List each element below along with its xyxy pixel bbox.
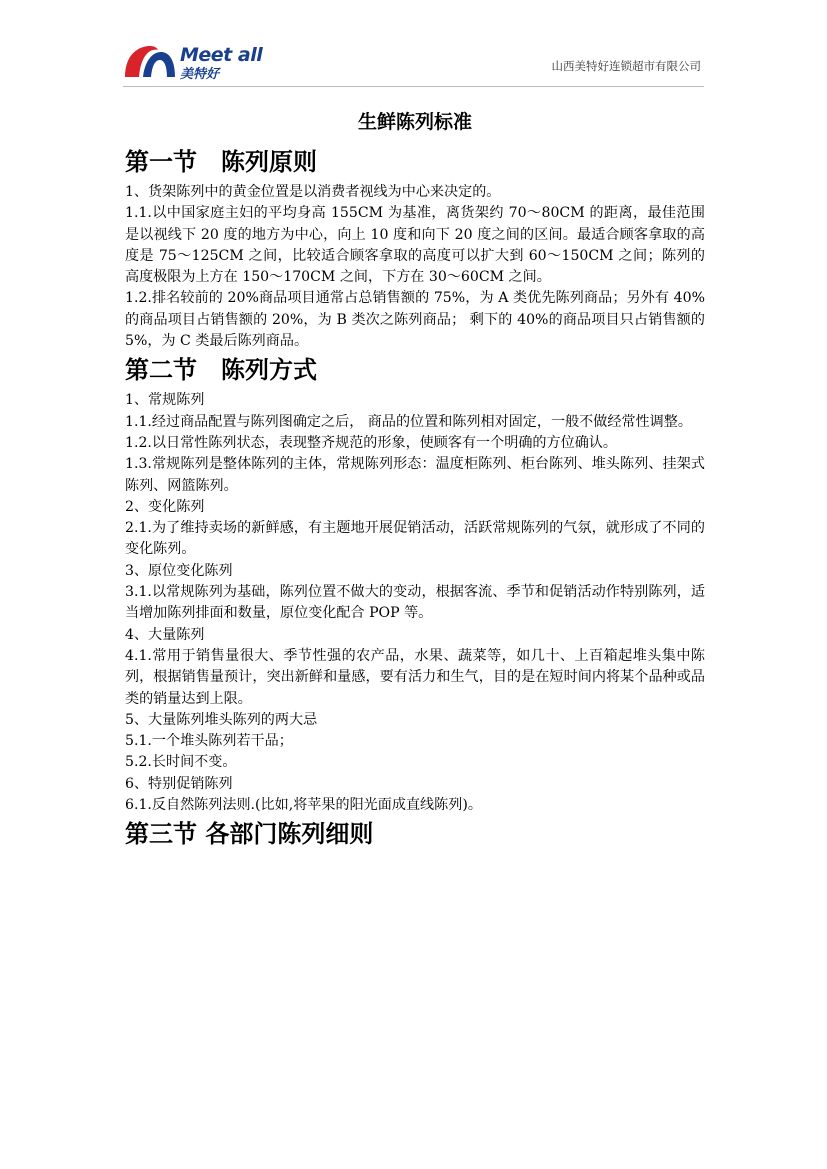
paragraph: 1.2.以日常性陈列状态，表现整齐规范的形象，使顾客有一个明确的方位确认。 xyxy=(125,434,617,451)
paragraph: 2.1.为了维持卖场的新鲜感，有主题地开展促销活动，活跃常规陈列的气氛，就形成了不同的变化陈列。 xyxy=(125,520,705,558)
section-heading-1 xyxy=(125,144,705,180)
page-header xyxy=(0,0,827,90)
subheading: 2、变化陈列 xyxy=(125,498,205,515)
subheading: 4、大量陈列 xyxy=(125,626,205,643)
section-number: 第一节 xyxy=(125,148,197,176)
company-name: 山西美特好连锁超市有限公司 xyxy=(551,59,701,73)
document-body xyxy=(125,108,705,854)
paragraph: 3.1.以常规陈列为基础，陈列位置不做大的变动，根据客流、季节和促销活动作特别陈列，适当增加陈列排面和数量，原位变化配合 POP 等。 xyxy=(125,584,705,622)
subheading: 3、原位变化陈列 xyxy=(125,562,233,579)
section-heading-2 xyxy=(125,352,705,388)
section-title: 陈列方式 xyxy=(221,356,317,385)
paragraph: 5.2.长时间不变。 xyxy=(125,754,237,771)
section-title: 各部门陈列细则 xyxy=(205,820,374,849)
paragraph: 5.1.一个堆头陈列若干品； xyxy=(125,733,293,750)
logo-wordmark: Meet all xyxy=(180,44,263,66)
paragraph: 6.1.反自然陈列法则.(比如,将苹果的阳光面成直线陈列)。 xyxy=(125,797,482,814)
subheading: 5、大量陈列堆头陈列的两大忌 xyxy=(125,711,318,728)
section-title: 陈列原则 xyxy=(221,148,317,176)
section-heading-3 xyxy=(125,816,705,852)
subheading: 1、常规陈列 xyxy=(125,392,205,409)
section-number: 第二节 xyxy=(125,356,197,385)
section-number: 第三节 xyxy=(125,820,197,849)
company-logo xyxy=(123,44,263,80)
paragraph: 1.1.以中国家庭主妇的平均身高 155CM 为基准，离货架约 70～80CM 的距离，最佳范围是以视线下 20 度的地方为中心，向上 10 度和向下 20 度之间的区间。最适合顾客拿取的高度是 75～125CM 之间，比较适合顾客拿取的高度可以扩大到 60～150CM 之间；陈列的高度极限为上方在 150～170CM 之间，下方在 30～60CM 之间。 xyxy=(125,205,705,286)
paragraph: 1.3.常规陈列是整体陈列的主体，常规陈列形态：温度柜陈列、柜台陈列、堆头陈列、挂架式陈列、网篮陈列。 xyxy=(125,456,705,494)
paragraph: 1.1.经过商品配置与陈列图确定之后， 商品的位置和陈列相对固定，一般不做经常性调整。 xyxy=(125,413,692,430)
paragraph: 4.1.常用于销售量很大、季节性强的农产品，水果、蔬菜等，如几十、上百箱起堆头集中陈列，根据销售量预计，突出新鲜和量感，要有活力和生气，目的是在短时间内将某个品种或品类的销量达到上限。 xyxy=(125,647,705,707)
header-divider xyxy=(123,86,704,87)
logo-chinese: 美特好 xyxy=(180,67,220,82)
logo-arch-icon xyxy=(123,44,177,78)
subheading: 6、特别促销陈列 xyxy=(125,775,233,792)
paragraph: 1、货架陈列中的黄金位置是以消费者视线为中心来决定的。 xyxy=(125,184,501,200)
document-title: 生鲜陈列标准 xyxy=(357,111,472,133)
paragraph: 1.2.排名较前的 20%商品项目通常占总销售额的 75%，为 A 类优先陈列商品；另外有 40%的商品项目占销售额的 20%，为 B 类次之陈列商品； 剩下的 40%的商品项目只占销售额的 5%，为 C 类最后陈列商品。 xyxy=(125,290,705,350)
